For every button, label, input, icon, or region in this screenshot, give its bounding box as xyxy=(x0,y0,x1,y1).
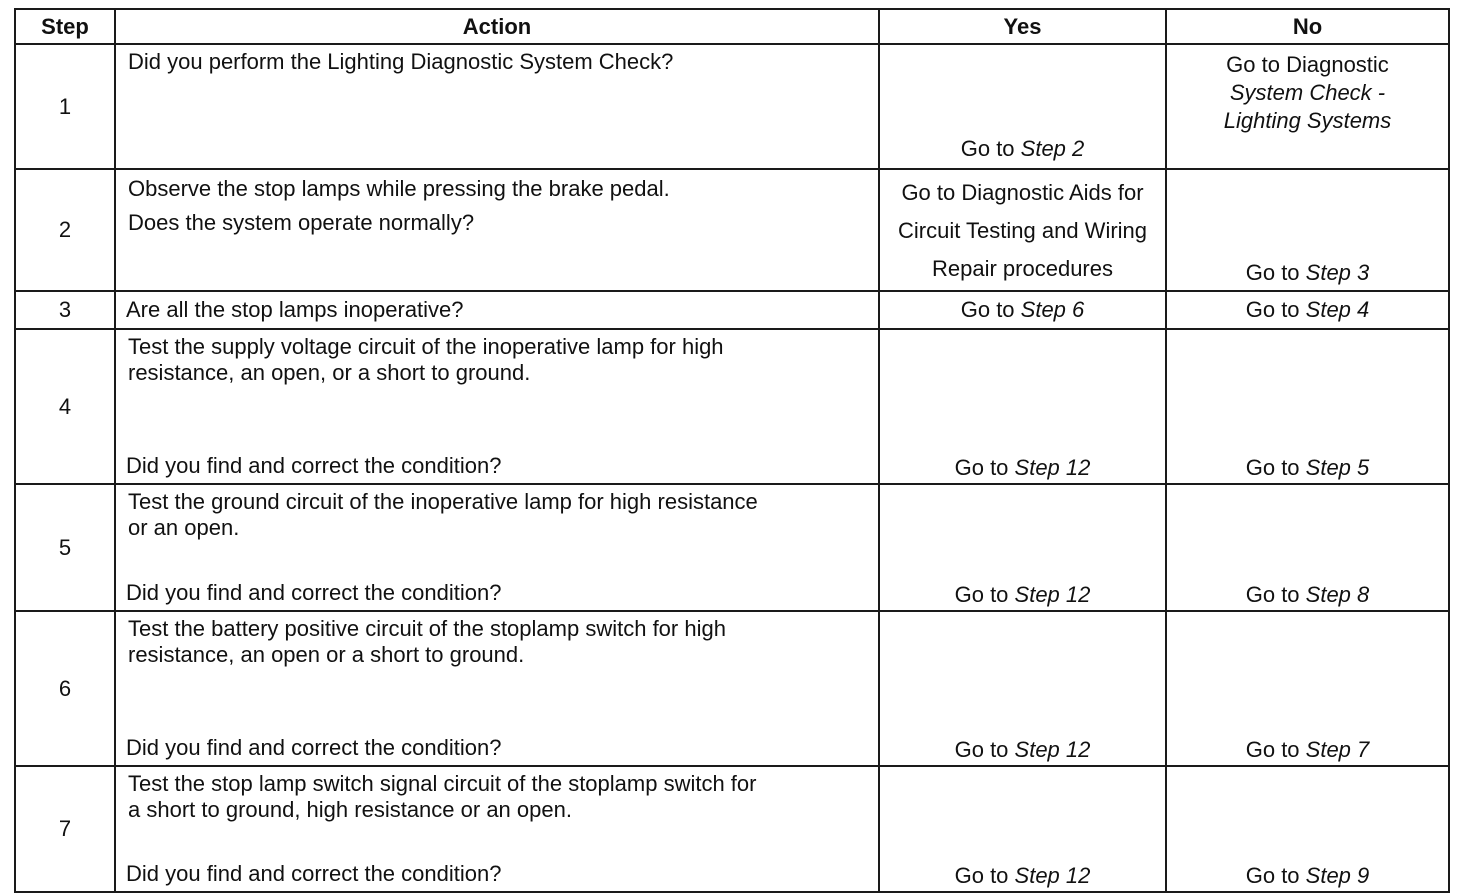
yes-goto[interactable]: Go to Diagnostic Aids for Circuit Testing and Wiring Repair procedures xyxy=(897,180,1148,281)
action-text: a short to ground, high resistance or an open. xyxy=(128,797,572,822)
action-cell xyxy=(115,169,879,291)
header-step: Step xyxy=(15,9,115,44)
action-cell xyxy=(115,329,879,484)
diagnostic-table-page xyxy=(14,8,1448,886)
table-row xyxy=(15,766,1449,892)
action-question: Did you find and correct the condition? xyxy=(126,861,502,886)
yes-cell xyxy=(879,766,1166,892)
no-cell xyxy=(1166,329,1449,484)
no-cell xyxy=(1166,484,1449,611)
yes-cell xyxy=(879,44,1166,169)
action-text: Test the ground circuit of the inoperative lamp for high resistance xyxy=(128,489,758,514)
diagnostic-table xyxy=(14,8,1450,893)
no-cell xyxy=(1166,291,1449,329)
step-number: 5 xyxy=(15,484,115,611)
action-text: Test the supply voltage circuit of the inoperative lamp for high xyxy=(128,334,724,359)
header-action: Action xyxy=(115,9,879,44)
action-text: Test the battery positive circuit of the stoplamp switch for high xyxy=(128,616,726,641)
yes-goto[interactable]: Go to Step 2 xyxy=(960,136,1085,161)
action-question: Did you find and correct the condition? xyxy=(126,453,502,478)
step-number: 6 xyxy=(15,611,115,766)
step-number: 7 xyxy=(15,766,115,892)
table-row xyxy=(15,291,1449,329)
no-cell xyxy=(1166,44,1449,169)
table-row xyxy=(15,329,1449,484)
no-cell xyxy=(1166,169,1449,291)
no-goto[interactable]: Go to Step 8 xyxy=(1245,582,1370,607)
action-cell xyxy=(115,484,879,611)
yes-goto[interactable]: Go to Step 12 xyxy=(954,455,1091,480)
yes-cell xyxy=(879,169,1166,291)
action-text: Did you perform the Lighting Diagnostic System Check? xyxy=(128,49,674,74)
action-text: resistance, an open, or a short to ground. xyxy=(128,360,531,385)
table-row xyxy=(15,44,1449,169)
no-goto[interactable]: Go to Step 5 xyxy=(1245,455,1370,480)
no-goto[interactable]: Go to Step 3 xyxy=(1245,260,1370,285)
action-cell xyxy=(115,611,879,766)
action-text: Observe the stop lamps while pressing the brake pedal. xyxy=(128,176,670,201)
table-row xyxy=(15,611,1449,766)
step-number: 3 xyxy=(15,291,115,329)
action-question: Did you find and correct the condition? xyxy=(126,580,502,605)
action-cell xyxy=(115,44,879,169)
header-no: No xyxy=(1166,9,1449,44)
no-goto[interactable]: Go to Diagnostic System Check - Lighting Systems xyxy=(1223,52,1392,133)
yes-goto[interactable]: Go to Step 12 xyxy=(954,737,1091,762)
action-question: Did you find and correct the condition? xyxy=(126,735,502,760)
step-number: 2 xyxy=(15,169,115,291)
yes-goto[interactable]: Go to Step 6 xyxy=(960,297,1085,322)
header-yes: Yes xyxy=(879,9,1166,44)
action-cell xyxy=(115,766,879,892)
action-text: or an open. xyxy=(128,515,240,540)
action-cell xyxy=(115,291,879,329)
no-goto[interactable]: Go to Step 9 xyxy=(1245,863,1370,888)
no-goto[interactable]: Go to Step 4 xyxy=(1245,297,1370,322)
step-number: 4 xyxy=(15,329,115,484)
yes-goto[interactable]: Go to Step 12 xyxy=(954,582,1091,607)
header-row xyxy=(15,9,1449,44)
action-question: Does the system operate normally? xyxy=(128,210,475,235)
no-cell xyxy=(1166,766,1449,892)
yes-cell xyxy=(879,484,1166,611)
action-text: Test the stop lamp switch signal circuit of the stoplamp switch for xyxy=(128,771,757,796)
yes-cell xyxy=(879,291,1166,329)
action-text: resistance, an open or a short to ground. xyxy=(128,642,525,667)
table-row xyxy=(15,169,1449,291)
yes-cell xyxy=(879,611,1166,766)
step-number: 1 xyxy=(15,44,115,169)
yes-goto[interactable]: Go to Step 12 xyxy=(954,863,1091,888)
table-row xyxy=(15,484,1449,611)
yes-cell xyxy=(879,329,1166,484)
action-text: Are all the stop lamps inoperative? xyxy=(126,297,464,322)
no-cell xyxy=(1166,611,1449,766)
no-goto[interactable]: Go to Step 7 xyxy=(1245,737,1370,762)
